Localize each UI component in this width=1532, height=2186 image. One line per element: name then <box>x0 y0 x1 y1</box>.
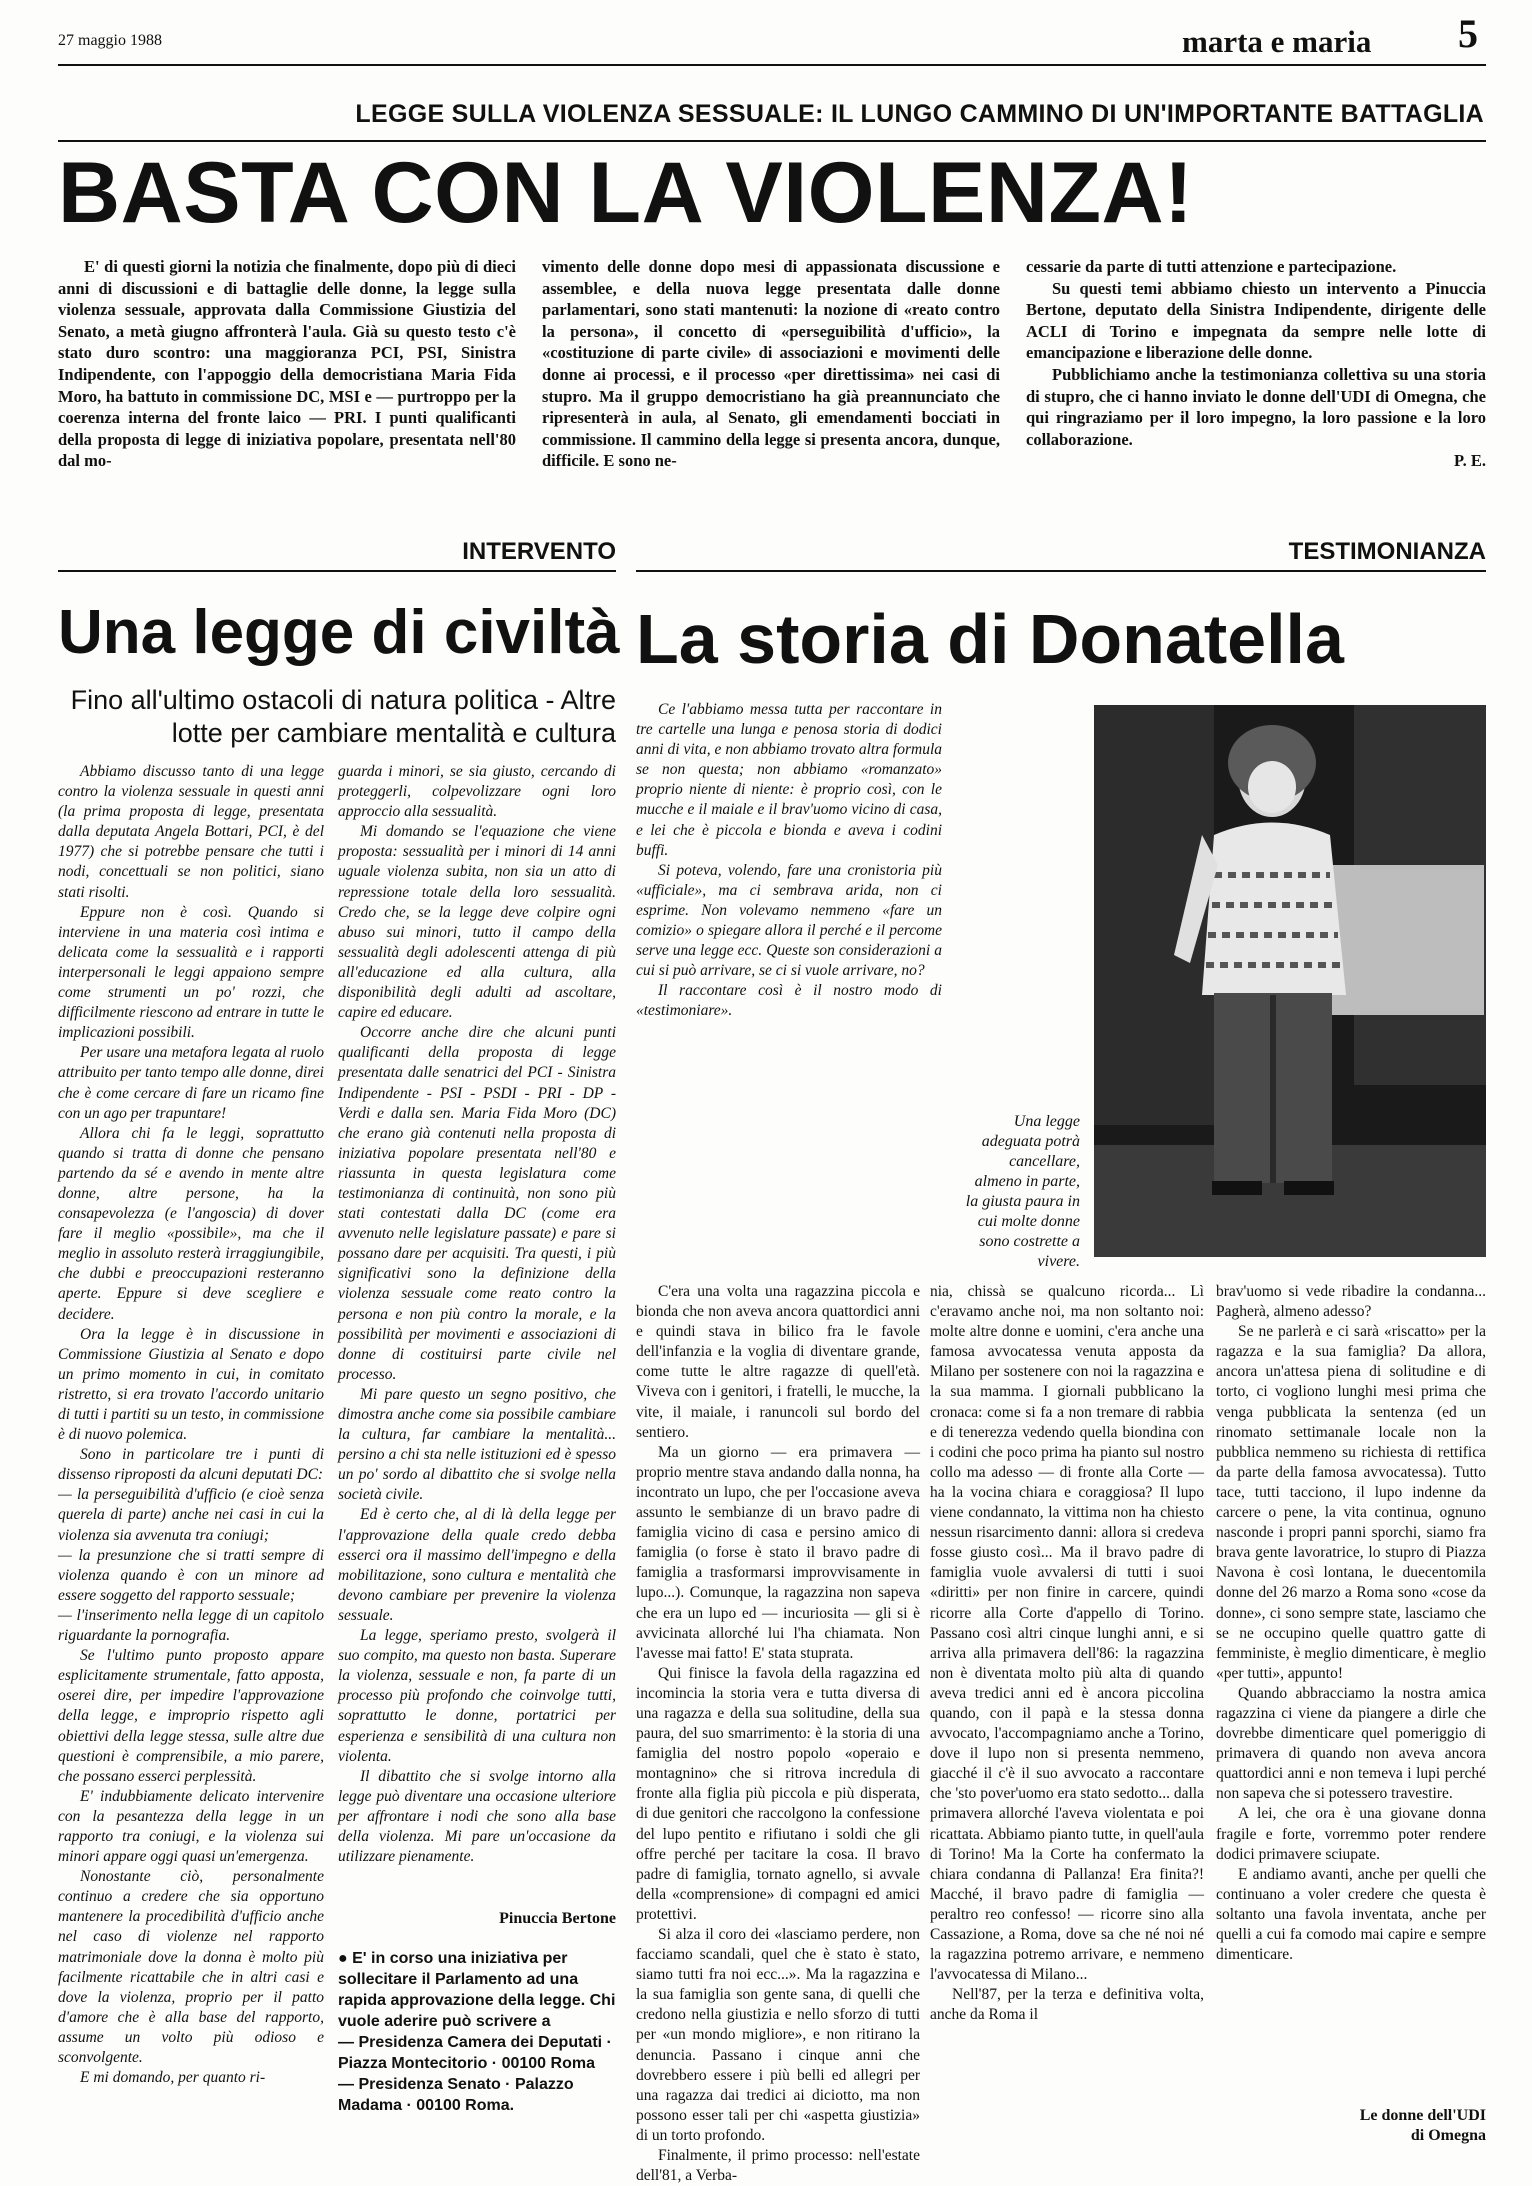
lead-paragraph: vimento delle donne dopo mesi di appassionata discussione e assemblee, e della nuova legge presentata dalle donne parlamentari, sono stati mantenuti: la nozione di «reato contro la persona», il concetto di «perseguibilità d'ufficio», la «costituzione di parte civile» di associazioni e movimenti delle donne ai processi, e il processo «per direttissima» nei casi di stupro. Ma il gruppo democristiano ha già preannunciato che ripresenterà in aula, al Senato, gli emendamenti bocciati in commissione. Il cammino della legge si presenta ancora, dunque, difficile. E sono ne- <box>542 257 1000 471</box>
intervento-paragraph: Mi domando se l'equazione che viene proposta: sessualità per i minori di 14 anni uguale violenza subita, non sia un atto di repressione totale della loro sessualità. Credo che, se la legge deve colpire ogni abuso sui minori, tutto il campo della sessualità degli adolescenti attenga di più all'educazione ed alla cultura, alla disponibilità degli adulti ad ascoltare, capire ed educare. <box>338 823 616 1022</box>
story-column-1 <box>636 1282 920 2185</box>
story-paragraph: Qui finisce la favola della ragazzina ed incomincia la storia vera e tutta diversa di una ragazza e della sua solitudine, della sua paura, del suo smarrimento: è la storia di una famiglia del nostro popolo «operaio e montagnino» che si ritrova incredula di fronte alla figlia più piccola e più disperata, di due genitori che raccolgono la confessione del lupo pentito e rifiutano i soldi che gli offre perché per tacitare la cosa. Il bravo padre di famiglia, tornato agnello, si avvale della «comprensione» di compagni ed amici protettivi. <box>636 1664 920 1923</box>
intro-paragraph: Ce l'abbiamo messa tutta per raccontare in tre cartelle una lunga e penosa storia di dodici anni di vita, e non abbiamo trovato altra formula se non questa; non abbiamo «romanzato» proprio niente di niente: è proprio così, con le mucche e il maiale e il brav'uomo vicino di casa, e lei che è piccola e bionda e aveva i codini buffi. <box>636 701 942 859</box>
intervento-column-2 <box>338 762 616 1902</box>
lead-paragraph: E' di questi giorni la notizia che finalmente, dopo più di dieci anni di discussioni e di battaglie delle donne, la legge sulla violenza sessuale, approvata dalla Commissione Giustizia del Senato, a metà giugno affronterà l'aula. Già su questo testo c'è stato duro scontro: una maggioranza PCI, PSI, Sinistra Indipendente, con l'appoggio della democristiana Maria Fida Moro, ha battuto in commissione DC, MSI e — purtroppo per la coerenza interna del fronte laico — PRI. I punti qualificanti della proposta di legge di iniziativa popolare, presentata nell'80 dal mo- <box>58 257 516 471</box>
testimonianza-intro <box>636 700 942 1022</box>
intervento-paragraph: Mi pare questo un segno positivo, che dimostra anche come sia possibile cambiare la cultura, far cambiare la mentalità... persino a chi sta nelle istituzioni ed è spesso un po' sordo al dibattito che si svolge nella società civile. <box>338 1385 616 1504</box>
intervento-paragraph: Se l'ultimo punto proposto appare esplicitamente strumentale, fatto apposta, oserei dire, per impedire l'approvazione della legge, e improprio rispetto agli obiettivi della legge stessa, sulle altre due questioni è comprensibile, a mio parere, che possano esserci perplessità. <box>58 1647 324 1785</box>
intervento-paragraph: Per usare una metafora legata al ruolo attribuito per tanto tempo alle donne, direi che è come cercare di fare un ricamo fine con un ago per trapuntare! <box>58 1044 324 1122</box>
intervento-title: Una legge di civiltà <box>58 598 620 667</box>
lead-paragraph: Su questi temi abbiamo chiesto un intervento a Pinuccia Bertone, deputato della Sinistra Indipendente, dirigente delle ACLI di Torino e impegnata da sempre nelle lotte di emancipazione e liberazione delle donne. <box>1026 278 1486 363</box>
intervento-signature: Pinuccia Bertone <box>499 1910 616 1927</box>
petition-text: ● E' in corso una iniziativa per sollecitare il Parlamento ad una rapida approvazione della legge. Chi vuole aderire può scrivere a <box>338 1950 616 2030</box>
petition-notice <box>338 1948 616 2116</box>
intervento-list-item: — la presunzione che si tratti sempre di violenza quando è con un minore ad essere soggetto del rapporto sessuale; <box>58 1546 324 1604</box>
photo-woman-standing <box>1094 705 1486 1257</box>
story-paragraph: E andiamo avanti, anche per quelli che continuano a voler credere che questa è soltanto una favola inventata, anche per quelli a cui fa comodo mai capire e sempre dimenticare. <box>1216 1865 1486 1964</box>
signature-line-2: di Omegna <box>1410 2127 1486 2144</box>
intro-paragraph: Il raccontare così è il nostro modo di «testimoniare». <box>636 982 942 1020</box>
photo-illustration <box>1094 705 1486 1257</box>
story-paragraph: Si alza il coro dei «lasciamo perdere, non facciamo scandali, quel che è stato è stato, siamo tutti fra noi ecc...». Ma la ragazzina e la sua famiglia son gente sana, di quelli che credono nella giustizia e nello sforzo di tutti per «un mondo migliore», e non ritirano la denuncia. Passano i cinque anni che dovrebbero essere i più belli ed allegri per una ragazza dai tredici ai diciotto, ma non possono esser tali per chi «aspetta giustizia» di un torto profondo. <box>636 1926 920 2144</box>
testimonianza-signature <box>1216 2106 1486 2146</box>
intervento-paragraph: Nonostante ciò, personalmente continuo a credere che sia opportuno mantenere la procedibilità d'ufficio anche nel caso di violenze nel rapporto matrimoniale dove la donna è molto più facilmente ricattabile che in altri casi e dove la violenza, proprio per il patto d'amore che è alla base del rapporto, assume un volto più odioso e sconvolgente. <box>58 1868 324 2066</box>
intervento-list-item: — l'inserimento nella legge di un capitolo riguardante la pornografia. <box>58 1606 324 1645</box>
lead-column-1 <box>58 256 516 472</box>
lead-paragraph: Pubblichiamo anche la testimonianza collettiva su una storia di stupro, che ci hanno inviato le donne dell'UDI di Omegna, che qui ringraziamo per il loro impegno, la loro passione e la loro collaborazione. <box>1026 364 1486 449</box>
testimonianza-label: TESTIMONIANZA <box>1288 538 1486 565</box>
story-paragraph: Se ne parlerà e ci sarà «riscatto» per la ragazza e la sua famiglia? Da allora, ancora un'attesa piena di solitudine e di torto, ci vogliono lunghi mesi prima che venga pubblicata la sentenza (ed un rinomato settimanale locale non la pubblica nemmeno su richiesta di rettifica da parte della famosa avvocatessa). Tutto tace, tutti tacciono, il lupo indenne da carcere o pene, la vita continua, ognuno nasconde i propri panni sporchi, siamo fra brava gente lavoratrice, lo stupro di Piazza Navona è così lontana, le duecentomila donne del 26 marzo a Roma sono «cose da donne», ci sono sempre state, lasciamo che se ne occupino quelle quattro gatte di femministe, è meglio dimenticare, è meglio «per tutti», appunto! <box>1216 1323 1486 1682</box>
intervento-subtitle: Fino all'ultimo ostacoli di natura politica - Altre lotte per cambiare mentalità e cultura <box>70 685 616 748</box>
story-paragraph: Ma un giorno — era primavera — proprio mentre stava andando dalla nonna, ha incontrato un lupo, che per l'occasione aveva assunto le sembianze di un bravo padre di famiglia vicino di casa e persino amico di famiglia (o forse è stato il bravo padre di famiglia a trasformarsi improvvisamente in lupo...). Comunque, la ragazzina non sapeva che era un lupo ed — incuriosita — gli si è avvicinata allorché lui l'ha chiamata. Non l'avesse mai fatto! E' stata stuprata. <box>636 1443 920 1662</box>
intervento-paragraph: Abbiamo discusso tanto di una legge contro la violenza sessuale in questi anni (la prima proposta di legge, presentata dalla deputata Angela Bottari, PCI, è del 1977) che si potrebbe pensare che tutti i nodi, concettuali se non politici, siano stati risolti. <box>58 763 324 901</box>
testimonianza-title: La storia di Donatella <box>636 600 1344 678</box>
story-paragraph: Quando abbracciamo la nostra amica ragazzina ci viene da piangere a dirle che dovrebbe dimenticare quel pomeriggio di primavera di quando non aveva ancora quattordici anni e non temeva i lupi perché non sapeva che si potessero travestire. <box>1216 1684 1486 1803</box>
left-section-rule <box>58 570 616 572</box>
story-paragraph: Finalmente, il primo processo: nell'estate dell'81, a Verba- <box>636 2147 920 2185</box>
photo-caption: Una legge adeguata potrà cancellare, almeno in parte, la giusta paura in cui molte donne sono costrette a vivere. <box>965 1113 1080 1270</box>
story-column-2 <box>930 1282 1204 2162</box>
right-section-rule <box>636 570 1486 572</box>
intervento-paragraph: Ora la legge è in discussione in Commissione Giustizia al Senato e dopo un primo momento in cui, in comitato ristretto, si era trovato l'accordo unitario di tutti i partiti su un testo, in commissione è di nuovo polemica. <box>58 1325 324 1444</box>
intervento-paragraph: Occorre anche dire che alcuni punti qualificanti della proposta di legge presentata dalle senatrici del PCI - Sinistra Indipendente - PSI - PSDI - PRI - DP - Verdi e dalla sen. Maria Fida Moro (DC) che erano già contenuti nella proposta di iniziativa popolare presentata nell'80 e riassunta in questa legislatura come testimonianza di continuità, non sono più stati contestati dalla DC (come era avvenuto nelle legislature passate) e pare si possano dare per acquisiti. Tra questi, i più significativi sono la definizione della violenza sessuale come reato contro la persona e non più contro la morale, e la possibilità per movimenti e associazioni di donne di costituirsi parte civile nel processo. <box>338 1024 616 1383</box>
intervento-paragraph: Allora chi fa le leggi, soprattutto quando si tratta di donne che pensano partendo da sé e avendo in mente altre donne, altre persone, ha la consapevolezza (e l'angoscia) di dover fare il meglio «possibile», ma che il meglio in assoluto resterà irraggiungibile, che dubbi e preoccupazioni resteranno aperte. Eppure si deve scegliere e decidere. <box>58 1124 324 1323</box>
lead-column-2 <box>542 256 1000 472</box>
petition-address-camera: — Presidenza Camera dei Deputati · Piazza Montecitorio · 00100 Roma <box>338 2034 612 2072</box>
intervento-paragraph: E' indubbiamente delicato intervenire con la pesantezza della legge in un rapporto tra coniugi, e la violenza sui minori appare oggi quasi un'emergenza. <box>58 1787 324 1866</box>
intro-paragraph: Si poteva, volendo, fare una cronistoria più «ufficiale», ma ci sembrava arida, non ci esprime. Non volevamo nemmeno «fare un comizio» o spiegare allora il perché e il percome serve una legge ecc. Queste son considerazioni a cui si può arrivare, se ci si vuole arrivare, no? <box>636 861 942 980</box>
intervento-paragraph: Il dibattito che si svolge intorno alla legge può diventare una occasione ulteriore per affrontare i nodi che sono alla base della violenza. Mi pare un'occasione da utilizzare pienamente. <box>338 1767 616 1866</box>
lead-kicker: LEGGE SULLA VIOLENZA SESSUALE: IL LUNGO CAMMINO DI UN'IMPORTANTE BATTAGLIA <box>355 100 1484 128</box>
lead-column-3 <box>1026 256 1486 472</box>
masthead-rule <box>58 64 1486 66</box>
intervento-paragraph: guarda i minori, se sia giusto, cercando di proteggerli, colpevolizzare ogni loro approccio alla sessualità. <box>338 763 616 821</box>
intervento-paragraph: Ed è certo che, al di là della legge per l'approvazione della quale credo debba esserci ora il massimo dell'impegno e della mobilitazione, sono cultura e mentalità che devono cambiare per prevenire la violenza sessuale. <box>338 1506 616 1624</box>
story-paragraph: Nell'87, per la terza e definitiva volta, anche da Roma il <box>930 1986 1204 2024</box>
story-paragraph: nia, chissà se qualcuno ricorda... Lì c'eravamo anche noi, ma non soltanto noi: molte altre donne e uomini, c'era anche una famosa avvocatessa venuta apposta da Milano per sostenere con noi la ragazzina e la sua mamma. I giornali pubblicano la cronaca: come si fa a non tremare di rabbia e di tenerezza vedendo quella biondina con i codini che poco prima ha pianto sul nostro collo ma adesso — di fronte alla Corte — ha la vocina chiara e coraggiosa? Il lupo viene condannato, la vittima non ha chiesto nessun risarcimento danni: allora si credeva fosse giusto così... Ma il bravo padre di famiglia vuole avvalersi di tutti i suoi «diritti» per non finire in carcere, quindi ricorre alla Corte d'appello di Torino. Passano così altri cinque lunghi anni, e si arriva alla primavera dell'86: la ragazzina non è diventata molto più alta di quando aveva tredici anni ed è ancora piccolina quando, con il papà e la stessa donna avvocato, l'accompagniamo anche a Torino, dove il lupo non si presenta nemmeno, giacché il c'è il suo avvocato a raccontare che 'sto pover'uomo era stato sedotto... dalla primavera allorché l'aveva violentata e poi ricattata. Abbiamo pianto tutte, in quell'aula di Torino! Ma la Corte ha confermato la chiara condanna di Pallanza! Era finita?! Macché, il bravo padre di famiglia — peraltro reo confesso! — ricorre sino alla Cassazione, a Roma, dove sa che né noi né la ragazzina potremo arrivare, e nemmeno l'avvocatessa di Milano... <box>930 1283 1204 1984</box>
story-paragraph: C'era una volta una ragazzina piccola e bionda che non aveva ancora quattordici anni e quindi stava in bilico fra le favole dell'infanzia e la voglia di diventare grande, come tutte le altre ragazze di quell'età. Viveva con i genitori, i fratelli, le mucche, la vite, il maiale, i ranuncoli sul bordo del sentiero. <box>636 1283 920 1441</box>
section-name: marta e maria <box>1182 24 1372 59</box>
story-column-3 <box>1216 1282 1486 2077</box>
intervento-label: INTERVENTO <box>462 538 616 565</box>
issue-date: 27 maggio 1988 <box>58 32 162 49</box>
story-paragraph: A lei, che ora è una giovane donna fragile e forte, vorremmo poter rendere dodici primavere sciupate. <box>1216 1805 1486 1863</box>
story-paragraph: brav'uomo si vede ribadire la condanna... Pagherà, almeno adesso? <box>1216 1283 1486 1321</box>
intervento-paragraph: Sono in particolare tre i punti di dissenso riproposti da alcuni deputati DC: <box>58 1446 324 1484</box>
lead-headline: BASTA CON LA VIOLENZA! <box>58 145 1194 241</box>
intervento-paragraph: E mi domando, per quanto ri- <box>80 2069 266 2087</box>
lead-paragraph: cessarie da parte di tutti attenzione e partecipazione. <box>1026 257 1397 276</box>
intervento-paragraph: Eppure non è così. Quando si interviene in una materia così intima e delicata come la sessualità e i rapporti interpersonali le leggi appaiono sempre come strumenti un po' rozzi, che difficilmente riescono ad entrare in tutte le implicazioni possibili. <box>58 903 324 1042</box>
lead-signature: P. E. <box>1454 451 1486 471</box>
intervento-paragraph: La legge, speriamo presto, svolgerà il suo compito, ma questo non basta. Superare la violenza, sessuale e non, fa parte di un processo più profondo che coinvolge tutti, soprattutto le donne, portatrici per esperienza e sensibilità di una cultura non violenta. <box>338 1627 616 1765</box>
signature-line-1: Le donne dell'UDI <box>1359 2107 1486 2124</box>
page-number: 5 <box>1458 11 1478 56</box>
intervento-column-1 <box>58 762 324 2142</box>
kicker-rule <box>58 140 1486 142</box>
intervento-list-item: — la perseguibilità d'ufficio (e cioè senza querela di parte) anche nei casi in cui la violenza sia avvenuta tra coniugi; <box>58 1486 324 1544</box>
petition-address-senato: — Presidenza Senato · Palazzo Madama · 00100 Roma. <box>338 2076 574 2114</box>
